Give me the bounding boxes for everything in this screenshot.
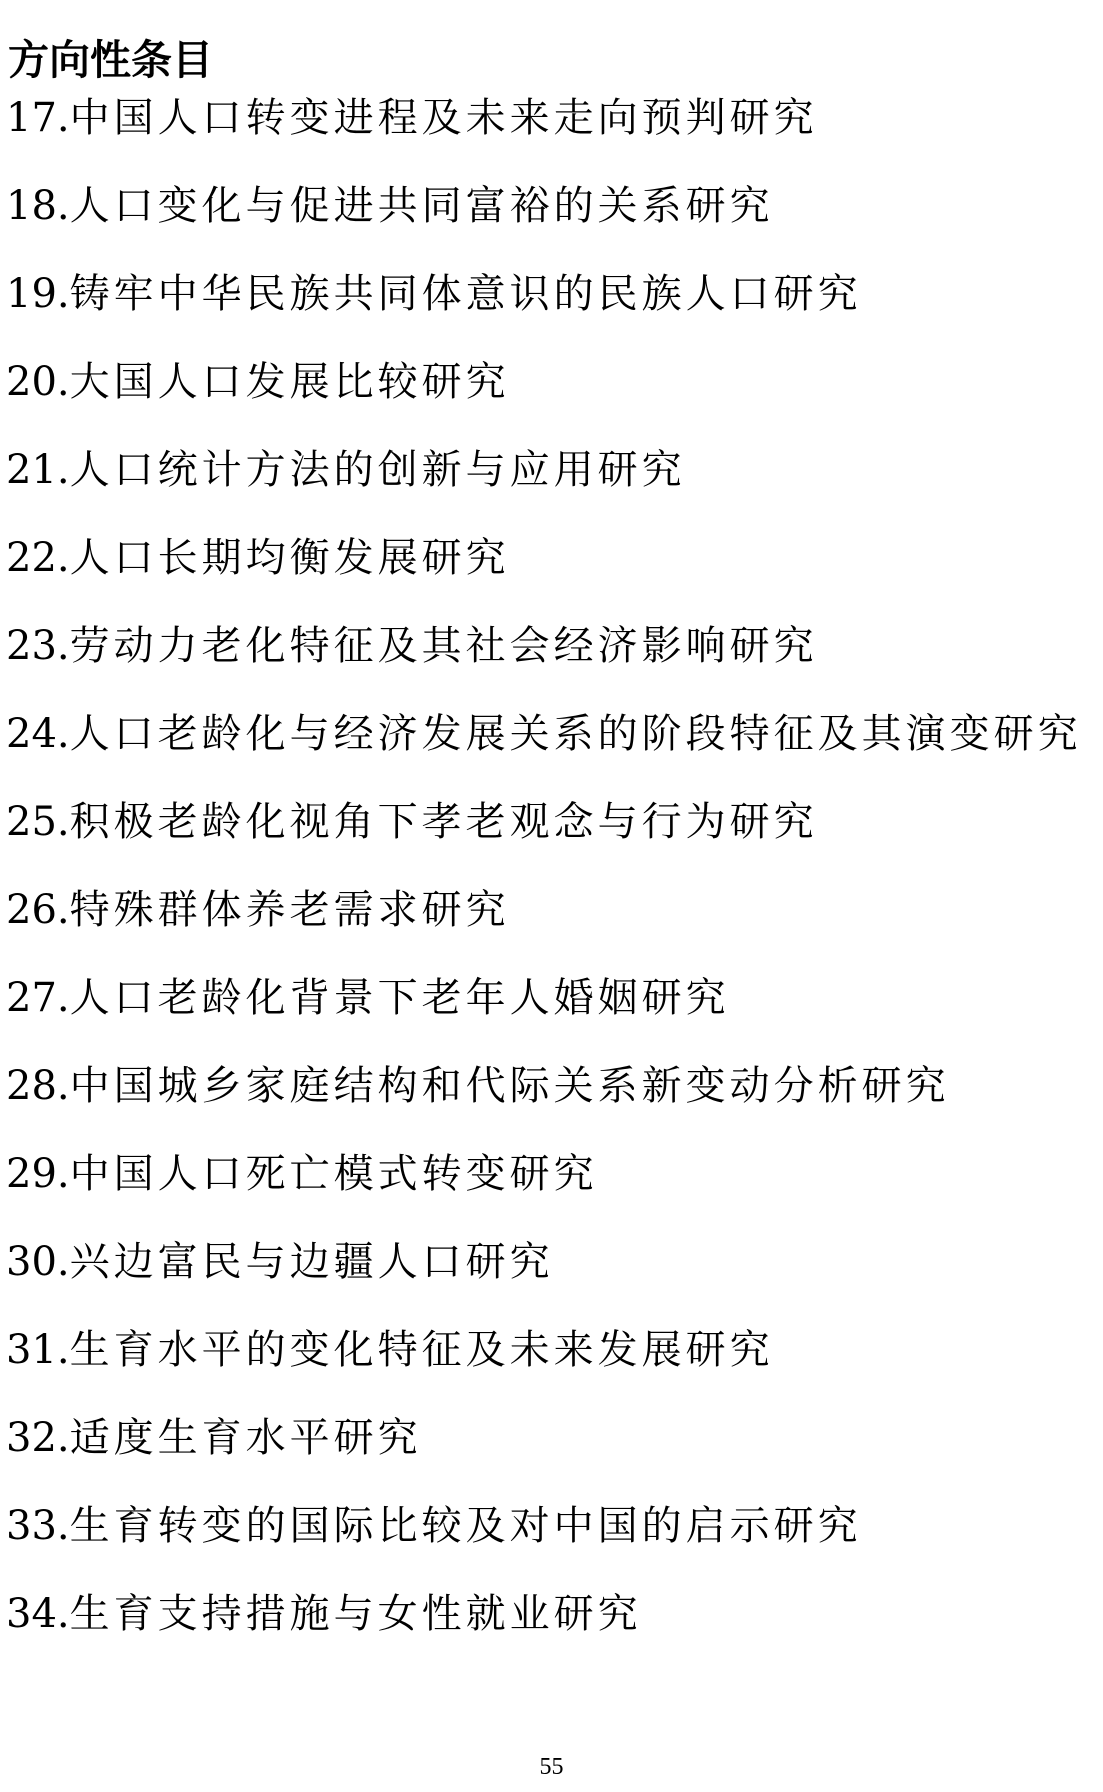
topic-list xyxy=(6,86,1082,1670)
item-text: 中国城乡家庭结构和代际关系新变动分析研究 xyxy=(69,1063,950,1109)
item-text: 中国人口死亡模式转变研究 xyxy=(69,1151,598,1197)
list-item xyxy=(6,614,1082,702)
list-item xyxy=(6,1230,1082,1318)
item-number: 19. xyxy=(6,271,70,317)
item-text: 人口变化与促进共同富裕的关系研究 xyxy=(69,183,774,229)
item-text: 大国人口发展比较研究 xyxy=(69,359,510,405)
item-text: 劳动力老化特征及其社会经济影响研究 xyxy=(69,623,818,669)
list-item xyxy=(6,1054,1082,1142)
list-item xyxy=(6,1494,1082,1582)
item-number: 30. xyxy=(6,1239,70,1285)
list-item xyxy=(6,1318,1082,1406)
list-item xyxy=(6,174,1082,262)
item-text: 人口统计方法的创新与应用研究 xyxy=(69,447,686,493)
item-number: 21. xyxy=(6,447,70,493)
item-number: 20. xyxy=(6,359,70,405)
item-number: 24. xyxy=(6,711,70,757)
item-text: 生育水平的变化特征及未来发展研究 xyxy=(69,1327,774,1373)
item-number: 31. xyxy=(6,1327,70,1373)
item-number: 17. xyxy=(6,95,70,141)
item-text: 特殊群体养老需求研究 xyxy=(69,887,510,933)
item-number: 28. xyxy=(6,1063,70,1109)
item-text: 生育支持措施与女性就业研究 xyxy=(69,1591,642,1637)
list-item xyxy=(6,1582,1082,1670)
page-title: 方向性条目 xyxy=(8,36,213,85)
list-item xyxy=(6,350,1082,438)
item-number: 33. xyxy=(6,1503,70,1549)
item-text: 中国人口转变进程及未来走向预判研究 xyxy=(69,95,818,141)
item-text: 人口长期均衡发展研究 xyxy=(69,535,510,581)
item-text: 人口老龄化与经济发展关系的阶段特征及其演变研究 xyxy=(69,711,1082,757)
list-item xyxy=(6,526,1082,614)
item-text: 人口老龄化背景下老年人婚姻研究 xyxy=(69,975,730,1021)
item-number: 18. xyxy=(6,183,70,229)
list-item xyxy=(6,438,1082,526)
list-item xyxy=(6,262,1082,350)
page-number: 55 xyxy=(539,1754,564,1780)
item-text: 积极老龄化视角下孝老观念与行为研究 xyxy=(69,799,818,845)
item-text: 适度生育水平研究 xyxy=(69,1415,422,1461)
list-item xyxy=(6,86,1082,174)
item-number: 27. xyxy=(6,975,70,1021)
list-item xyxy=(6,1142,1082,1230)
item-number: 25. xyxy=(6,799,70,845)
item-number: 32. xyxy=(6,1415,70,1461)
item-text: 兴边富民与边疆人口研究 xyxy=(69,1239,554,1285)
item-number: 29. xyxy=(6,1151,70,1197)
list-item xyxy=(6,966,1082,1054)
list-item xyxy=(6,790,1082,878)
item-number: 26. xyxy=(6,887,70,933)
list-item xyxy=(6,702,1082,790)
item-number: 22. xyxy=(6,535,70,581)
item-number: 34. xyxy=(6,1591,70,1637)
list-item xyxy=(6,1406,1082,1494)
list-item xyxy=(6,878,1082,966)
item-text: 生育转变的国际比较及对中国的启示研究 xyxy=(69,1503,862,1549)
item-text: 铸牢中华民族共同体意识的民族人口研究 xyxy=(69,271,862,317)
item-number: 23. xyxy=(6,623,70,669)
